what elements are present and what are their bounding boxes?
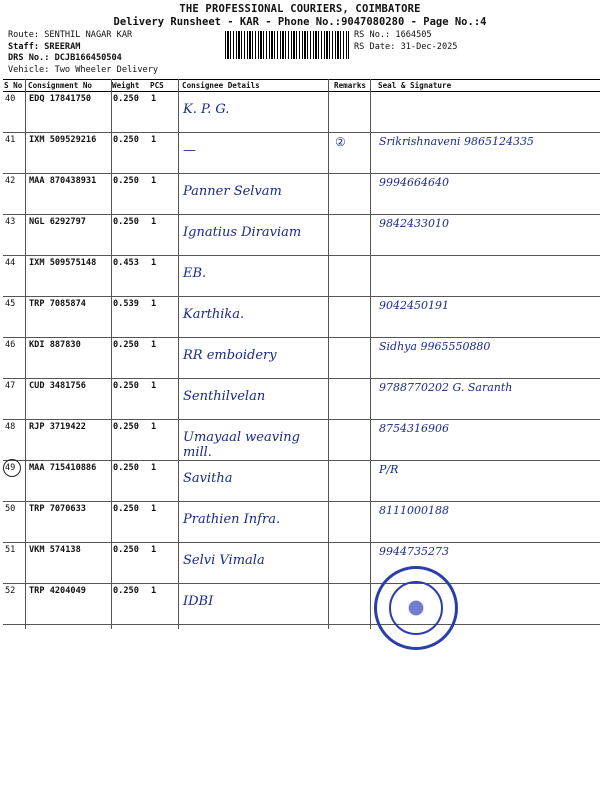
row-consignment-no-text: VKM 574138 — [29, 545, 81, 555]
row-consignment-no — [27, 338, 111, 379]
col-weight: Weight — [111, 80, 149, 92]
row-seal-signature-text: P/R — [379, 463, 399, 476]
row-consignment-no — [27, 502, 111, 543]
row-weight — [111, 584, 149, 625]
row-sno — [3, 379, 27, 420]
table-row — [3, 502, 600, 543]
row-pcs — [149, 338, 181, 379]
row-consignment-no — [27, 297, 111, 338]
row-seal-signature — [377, 256, 600, 297]
row-sno-text: 48 — [5, 422, 16, 432]
table-row — [3, 461, 600, 502]
row-weight-text: 0.250 — [113, 94, 139, 104]
row-consignment-no — [27, 420, 111, 461]
row-consignee — [181, 502, 333, 543]
row-consignment-no — [27, 543, 111, 584]
row-pcs — [149, 215, 181, 256]
row-seal-signature — [377, 379, 600, 420]
row-sno — [3, 543, 27, 584]
table-row — [3, 133, 600, 174]
divider — [25, 79, 26, 629]
row-seal-signature — [377, 420, 600, 461]
table-row — [3, 297, 600, 338]
row-consignment-no-text: RJP 3719422 — [29, 422, 86, 432]
row-weight-text: 0.250 — [113, 504, 139, 514]
bank-seal-stamp — [374, 566, 458, 650]
row-consignment-no — [27, 174, 111, 215]
row-sno-text: 44 — [5, 258, 16, 268]
row-sno-text: 52 — [5, 586, 16, 596]
table-row — [3, 584, 600, 625]
row-seal-signature-text: 9994664640 — [379, 176, 449, 189]
row-consignment-no-text: TRP 4204049 — [29, 586, 86, 596]
row-consignee-text: Prathien Infra. — [183, 512, 281, 527]
row-seal-signature-text: Sidhya 9965550880 — [379, 340, 491, 353]
row-weight-text: 0.250 — [113, 463, 139, 473]
row-consignee-text: Savitha — [183, 471, 233, 486]
table-row — [3, 215, 600, 256]
row-seal-signature — [377, 461, 600, 502]
table-row — [3, 420, 600, 461]
row-pcs-text: 1 — [151, 463, 157, 473]
row-consignee-text: RR emboidery — [183, 348, 277, 363]
row-consignee — [181, 461, 333, 502]
row-seal-signature — [377, 502, 600, 543]
row-weight-text: 0.250 — [113, 176, 139, 186]
row-consignment-no — [27, 461, 111, 502]
staff-text: Staff: SREERAM — [8, 41, 81, 52]
row-sno-text: 43 — [5, 217, 16, 227]
meta-left — [8, 30, 158, 76]
drs-text: DRS No.: DCJB166450504 — [8, 53, 122, 63]
col-remarks: Remarks — [333, 80, 377, 92]
row-consignee — [181, 133, 333, 174]
row-consignee-text: K. P. G. — [183, 102, 230, 117]
row-weight-text: 0.453 — [113, 258, 139, 268]
row-consignment-no-text: IXM 509529216 — [29, 135, 97, 145]
row-consignee-text: IDBI — [183, 594, 214, 609]
divider — [370, 79, 371, 629]
table-header-row — [3, 80, 600, 92]
row-weight-text: 0.250 — [113, 586, 139, 596]
rs-no-text: RS No.: 1664505 — [354, 30, 432, 40]
row-consignee — [181, 174, 333, 215]
row-seal-signature-text: 8754316906 — [379, 422, 449, 435]
col-consignment: Consignment No — [27, 80, 111, 92]
row-pcs-text: 1 — [151, 340, 157, 350]
row-pcs-text: 1 — [151, 422, 157, 432]
row-consignee — [181, 215, 333, 256]
row-sno-text: 49 — [5, 463, 16, 473]
row-sno-text: 41 — [5, 135, 16, 145]
runsheet-table — [3, 79, 600, 625]
row-weight — [111, 133, 149, 174]
row-consignment-no-text: CUD 3481756 — [29, 381, 86, 391]
row-pcs — [149, 297, 181, 338]
row-weight — [111, 338, 149, 379]
table-row — [3, 543, 600, 584]
row-consignee — [181, 92, 333, 133]
col-pcs: PCS — [149, 80, 181, 92]
row-weight-text: 0.250 — [113, 422, 139, 432]
row-consignment-no — [27, 92, 111, 133]
row-weight-text: 0.250 — [113, 135, 139, 145]
row-consignment-no-text: TRP 7085874 — [29, 299, 86, 309]
row-consignee-text: Panner Selvam — [183, 184, 282, 199]
row-weight — [111, 461, 149, 502]
row-consignment-no-text: EDQ 17841750 — [29, 94, 92, 104]
row-consignment-no-text: TRP 7070633 — [29, 504, 86, 514]
row-sno-text: 45 — [5, 299, 16, 309]
row-pcs-text: 1 — [151, 299, 157, 309]
row-seal-signature-text: 8111000188 — [379, 504, 449, 517]
row-consignee — [181, 256, 333, 297]
row-consignment-no-text: NGL 6292797 — [29, 217, 86, 227]
row-consignee-text: Ignatius Diraviam — [183, 225, 302, 240]
row-seal-signature-text: 9944735273 — [379, 545, 449, 558]
row-consignee — [181, 379, 333, 420]
table-row — [3, 256, 600, 297]
row-weight-text: 0.250 — [113, 381, 139, 391]
row-pcs-text: 1 — [151, 176, 157, 186]
row-weight — [111, 420, 149, 461]
row-weight — [111, 215, 149, 256]
row-pcs — [149, 92, 181, 133]
row-sno — [3, 420, 27, 461]
row-pcs-text: 1 — [151, 135, 157, 145]
row-consignee — [181, 297, 333, 338]
row-weight — [111, 174, 149, 215]
row-pcs-text: 1 — [151, 381, 157, 391]
meta-right — [354, 30, 457, 53]
row-seal-signature — [377, 297, 600, 338]
row-consignee-text: Umayaal weaving mill. — [183, 430, 300, 460]
row-consignee-text: Selvi Vimala — [183, 553, 265, 568]
row-consignment-no-text: MAA 870438931 — [29, 176, 97, 186]
col-consignee: Consignee Details — [181, 80, 333, 92]
row-consignee-text: Senthilvelan — [183, 389, 266, 404]
row-weight-text: 0.539 — [113, 299, 139, 309]
row-sno — [3, 174, 27, 215]
company-title: THE PROFESSIONAL COURIERS, COIMBATORE — [179, 3, 421, 15]
row-weight — [111, 92, 149, 133]
table-row — [3, 338, 600, 379]
row-consignee — [181, 543, 333, 584]
row-consignee — [181, 420, 333, 461]
barcode-image — [225, 31, 349, 59]
divider — [111, 79, 112, 629]
table-row — [3, 174, 600, 215]
row-pcs-text: 1 — [151, 217, 157, 227]
route-text: Route: SENTHIL NAGAR KAR — [8, 30, 133, 40]
divider — [178, 79, 179, 629]
row-pcs-text: 1 — [151, 258, 157, 268]
row-consignment-no — [27, 133, 111, 174]
row-pcs — [149, 502, 181, 543]
row-consignee-text: — — [183, 143, 196, 158]
row-49-circle-mark — [3, 459, 21, 477]
col-seal: Seal & Signature — [377, 80, 600, 92]
vehicle-text: Vehicle: Two Wheeler Delivery — [8, 64, 159, 75]
row-sno — [3, 338, 27, 379]
row-sno-text: 50 — [5, 504, 16, 514]
row-seal-signature-text: 9042450191 — [379, 299, 449, 312]
row-consignment-no — [27, 584, 111, 625]
runsheet-subtitle: Delivery Runsheet - KAR - Phone No.:9047080280 - Page No.:4 — [113, 16, 487, 28]
row-pcs — [149, 543, 181, 584]
row-consignee — [181, 338, 333, 379]
row-pcs-text: 1 — [151, 586, 157, 596]
row-sno-text: 51 — [5, 545, 16, 555]
row-seal-signature-text: 9788770202 G. Saranth — [379, 381, 513, 394]
row-consignment-no-text: IXM 509575148 — [29, 258, 97, 268]
row-pcs — [149, 174, 181, 215]
col-sno: S No — [3, 80, 27, 92]
row-sno — [3, 584, 27, 625]
row-seal-signature — [377, 174, 600, 215]
row-consignee-text: Karthika. — [183, 307, 245, 322]
rs-date-text: RS Date: 31-Dec-2025 — [354, 41, 458, 52]
runsheet-header — [0, 3, 600, 28]
row-pcs — [149, 420, 181, 461]
row-sno — [3, 297, 27, 338]
row-pcs — [149, 379, 181, 420]
row-sno-text: 40 — [5, 94, 16, 104]
row-sno — [3, 215, 27, 256]
row-sno — [3, 92, 27, 133]
row-remarks-text: ② — [335, 135, 346, 149]
divider — [328, 79, 329, 629]
row-sno — [3, 133, 27, 174]
row-seal-signature-text: Srikrishnaveni 9865124335 — [379, 135, 534, 148]
row-sno — [3, 256, 27, 297]
row-weight-text: 0.250 — [113, 545, 139, 555]
row-weight-text: 0.250 — [113, 217, 139, 227]
row-pcs — [149, 584, 181, 625]
row-consignee-text: EB. — [183, 266, 207, 281]
row-sno-text: 47 — [5, 381, 16, 391]
row-weight — [111, 379, 149, 420]
row-sno-text: 46 — [5, 340, 16, 350]
row-sno — [3, 502, 27, 543]
row-pcs — [149, 133, 181, 174]
row-pcs-text: 1 — [151, 545, 157, 555]
row-pcs-text: 1 — [151, 504, 157, 514]
row-consignment-no — [27, 215, 111, 256]
row-weight — [111, 543, 149, 584]
row-pcs — [149, 461, 181, 502]
row-consignment-no-text: MAA 715410886 — [29, 463, 97, 473]
row-consignment-no-text: KDI 887830 — [29, 340, 81, 350]
row-seal-signature — [377, 215, 600, 256]
table-row — [3, 379, 600, 420]
row-seal-signature — [377, 92, 600, 133]
row-consignee — [181, 584, 333, 625]
row-weight-text: 0.250 — [113, 340, 139, 350]
row-pcs — [149, 256, 181, 297]
row-consignment-no — [27, 256, 111, 297]
table-row — [3, 92, 600, 133]
row-weight — [111, 502, 149, 543]
row-consignment-no — [27, 379, 111, 420]
row-seal-signature-text: 9842433010 — [379, 217, 449, 230]
row-seal-signature — [377, 133, 600, 174]
row-weight — [111, 256, 149, 297]
row-seal-signature — [377, 338, 600, 379]
row-pcs-text: 1 — [151, 94, 157, 104]
row-weight — [111, 297, 149, 338]
row-sno-text: 42 — [5, 176, 16, 186]
